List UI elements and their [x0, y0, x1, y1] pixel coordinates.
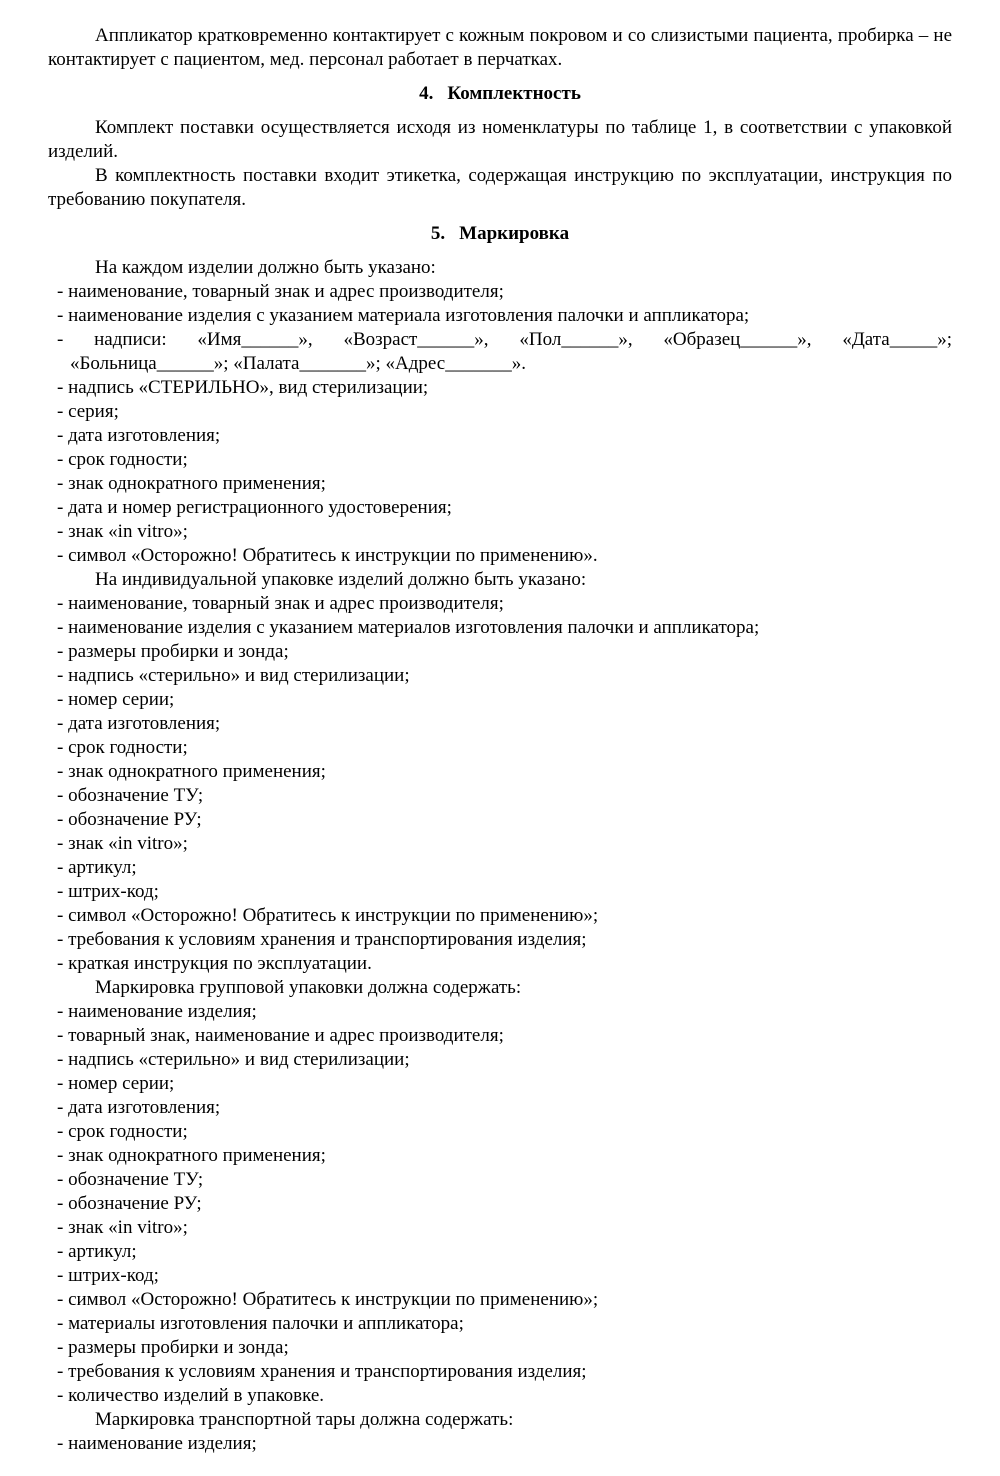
list-item: - наименование изделия с указанием материалов изготовления палочки и аппликатора;: [57, 617, 760, 638]
list-item: - срок годности;: [57, 449, 188, 470]
paragraph: На индивидуальной упаковке изделий должно быть указано:: [95, 569, 587, 590]
list-item: - надпись «СТЕРИЛЬНО», вид стерилизации;: [57, 377, 429, 398]
paragraph: Маркировка групповой упаковки должна содержать:: [95, 977, 522, 998]
list-item: - наименование изделия;: [57, 1001, 257, 1022]
list-item: - размеры пробирки и зонда;: [57, 641, 289, 662]
list-item: - артикул;: [57, 1241, 137, 1262]
list-item: - дата изготовления;: [57, 713, 221, 734]
list-item: - знак «in vitro»;: [57, 833, 188, 854]
list-item: - знак «in vitro»;: [57, 521, 188, 542]
list-item: - знак однократного применения;: [57, 761, 326, 782]
list-item: - дата изготовления;: [57, 425, 221, 446]
list-item: - символ «Осторожно! Обратитесь к инструкции по применению»;: [57, 1289, 599, 1310]
list-item: - товарный знак, наименование и адрес производителя;: [57, 1025, 504, 1046]
section-heading: [48, 82, 952, 106]
list-item: - наименование изделия;: [57, 1433, 257, 1454]
list-item: - материалы изготовления палочки и аппликатора;: [57, 1313, 464, 1334]
paragraph: На каждом изделии должно быть указано:: [95, 257, 436, 278]
list-item: - требования к условиям хранения и транспортирования изделия;: [57, 929, 587, 950]
document-content: [48, 24, 952, 1456]
list-item: - срок годности;: [57, 1121, 188, 1142]
section-title: Комплектность: [447, 83, 581, 104]
list-item: - обозначение РУ;: [57, 1193, 202, 1214]
section-heading: [48, 222, 952, 246]
list-item: - срок годности;: [57, 737, 188, 758]
list-item: - краткая инструкция по эксплуатации.: [57, 953, 372, 974]
list-item: - надписи: «Имя______», «Возраст______», «Пол______», «Образец______», «Дата_____»; «Больница______»; «Палата_______»; «Адрес_______».: [57, 329, 952, 374]
list-item: - символ «Осторожно! Обратитесь к инструкции по применению»;: [57, 905, 599, 926]
list-item: - номер серии;: [57, 689, 175, 710]
paragraph: Комплект поставки осуществляется исходя из номенклатуры по таблице 1, в соответствии с упаковкой изделий.: [48, 117, 952, 162]
list-item: - номер серии;: [57, 1073, 175, 1094]
list-item: - надпись «стерильно» и вид стерилизации;: [57, 1049, 410, 1070]
section-title: Маркировка: [459, 223, 570, 244]
list-item: - размеры пробирки и зонда;: [57, 1337, 289, 1358]
list-item: - требования к условиям хранения и транспортирования изделия;: [57, 1361, 587, 1382]
list-item: - знак однократного применения;: [57, 473, 326, 494]
section-number: 5.: [430, 223, 446, 244]
list-item: - знак «in vitro»;: [57, 1217, 188, 1238]
list-item: - наименование, товарный знак и адрес производителя;: [57, 281, 504, 302]
list-item: - наименование изделия с указанием материала изготовления палочки и аппликатора;: [57, 305, 750, 326]
list-item: - обозначение ТУ;: [57, 1169, 204, 1190]
list-item: - дата и номер регистрационного удостоверения;: [57, 497, 452, 518]
list-item: - артикул;: [57, 857, 137, 878]
paragraph: В комплектность поставки входит этикетка, содержащая инструкцию по эксплуатации, инструкция по требованию покупателя.: [48, 165, 952, 210]
list-item: - надпись «стерильно» и вид стерилизации;: [57, 665, 410, 686]
list-item: - количество изделий в упаковке.: [57, 1385, 325, 1406]
section-number: 4.: [419, 83, 434, 104]
list-item: - дата изготовления;: [57, 1097, 221, 1118]
list-item: - обозначение РУ;: [57, 809, 202, 830]
list-item: - штрих-код;: [57, 881, 159, 902]
list-item: - штрих-код;: [57, 1265, 159, 1286]
paragraph: Маркировка транспортной тары должна содержать:: [95, 1409, 514, 1430]
list-item: - символ «Осторожно! Обратитесь к инструкции по применению».: [57, 545, 598, 566]
list-item: - наименование, товарный знак и адрес производителя;: [57, 593, 504, 614]
list-item: - серия;: [57, 401, 119, 422]
list-item: - знак однократного применения;: [57, 1145, 326, 1166]
list-item: - обозначение ТУ;: [57, 785, 204, 806]
paragraph: Аппликатор кратковременно контактирует с кожным покровом и со слизистыми пациента, пробирка – не контактирует с пациентом, мед. персонал работает в перчатках.: [48, 25, 952, 70]
